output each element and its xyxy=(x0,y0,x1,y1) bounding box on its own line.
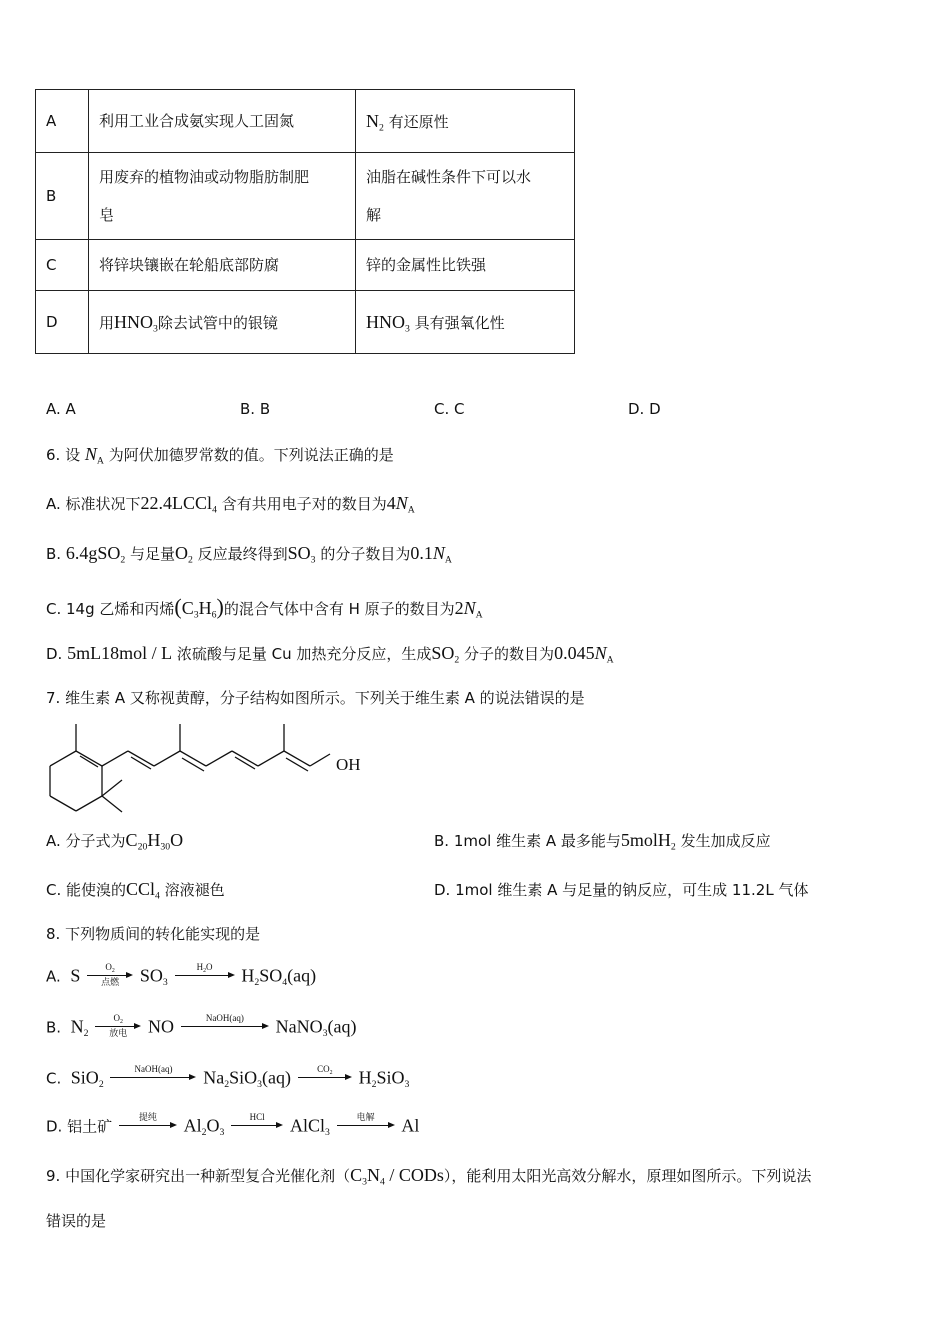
table-row xyxy=(36,291,575,354)
table-row xyxy=(36,90,575,153)
q6-stem: 6. 设 $N_A$ 为阿伏加德罗常数的值。下列说法正确的是 xyxy=(46,444,394,467)
row-reason: $N_2$ 有还原性 xyxy=(356,90,575,153)
q8-option-b[interactable]: B. $N_2$ $O_2$ 放电 NO NaOH(aq) NaNO$_3$(aq) xyxy=(46,1013,357,1039)
row-key: A xyxy=(36,90,89,153)
options-table xyxy=(35,89,575,354)
q8-option-c[interactable]: C. SiO$_2$ NaOH(aq) $Na_2SiO_3(aq)$ $CO_2$ $H_2SiO_3$ xyxy=(46,1064,410,1090)
reaction-arrow: $CO_2$ xyxy=(298,1064,352,1090)
q5-answer-a[interactable]: A. A xyxy=(46,400,76,418)
reaction-arrow: $H_2O$ xyxy=(175,962,235,988)
q7-option-b[interactable]: B. 1mol 维生素 A 最多能与5molH$_2$ 发生加成反应 xyxy=(434,830,771,853)
q7-option-a[interactable]: A. 分子式为$C_{20}H_{30}O$ xyxy=(46,830,184,853)
q6-option-b[interactable]: B. 6.4gSO$_2$ 与足量$O_2$ 反应最终得到$SO_3$ 的分子数目为$0.1N_A$ xyxy=(46,543,452,566)
q9-stem: 9. 中国化学家研究出一种新型复合光催化剂（$C_3N_4$ / CODs），能利用太阳光高效分解水，原理如图所示。下列说法 xyxy=(46,1165,812,1188)
q5-answer-b[interactable]: B. B xyxy=(240,400,271,418)
reaction-arrow: $O_2$ 点燃 xyxy=(87,962,133,988)
reaction-arrow: NaOH(aq) xyxy=(110,1064,196,1090)
row-practice: 用废弃的植物油或动物脂肪制肥 皂 xyxy=(89,153,356,240)
q6-option-d[interactable]: D. 5mL18mol / L 浓硫酸与足量 Cu 加热充分反应，生成$SO_2$ 分子的数目为$0.045N_A$ xyxy=(46,643,614,666)
q7-option-c[interactable]: C. 能使溴的CCl$_4$ 溶液褪色 xyxy=(46,879,225,902)
q5-answer-c[interactable]: C. C xyxy=(434,400,465,418)
q8-option-d[interactable]: D. 铝土矿 提纯 $Al_2O_3$ HCl AlCl$_3$ 电解 Al xyxy=(46,1112,420,1138)
q9-stem-line2: 错误的是 xyxy=(46,1212,107,1230)
q6-option-c[interactable]: C. 14g 乙烯和丙烯$(C_3H_6)$的混合气体中含有 H 原子的数目为$2N_A$ xyxy=(46,594,483,621)
table-row xyxy=(36,240,575,291)
q8-stem: 8. 下列物质间的转化能实现的是 xyxy=(46,925,261,943)
vitamin-a-structure xyxy=(40,718,370,828)
q8-option-a[interactable]: A. S $O_2$ 点燃 $SO_3$ $H_2O$ $H_2SO_4(aq)$ xyxy=(46,962,317,988)
reaction-arrow: 提纯 xyxy=(119,1112,177,1138)
row-reason: $HNO_3$ 具有强氧化性 xyxy=(356,291,575,354)
reaction-arrow: NaOH(aq) xyxy=(181,1013,269,1039)
row-practice: 利用工业合成氨实现人工固氮 xyxy=(89,90,356,153)
row-practice: 用$HNO_3$除去试管中的银镜 xyxy=(89,291,356,354)
reaction-arrow: $O_2$ 放电 xyxy=(95,1013,141,1039)
row-key: D xyxy=(36,291,89,354)
reaction-arrow: 电解 xyxy=(337,1112,395,1138)
q7-stem: 7. 维生素 A 又称视黄醇，分子结构如图所示。下列关于维生素 A 的说法错误的是 xyxy=(46,689,585,707)
row-key: B xyxy=(36,153,89,240)
row-practice: 将锌块镶嵌在轮船底部防腐 xyxy=(89,240,356,291)
row-key: C xyxy=(36,240,89,291)
q6-option-a[interactable]: A. 标准状况下22.4LCCl$_4$ 含有共用电子对的数目为$4N_A$ xyxy=(46,493,415,516)
row-reason: 锌的金属性比铁强 xyxy=(356,240,575,291)
reaction-arrow: HCl xyxy=(231,1112,283,1138)
row-reason: 油脂在碱性条件下可以水 解 xyxy=(356,153,575,240)
oh-label: OH xyxy=(336,755,361,774)
q7-option-d[interactable]: D. 1mol 维生素 A 与足量的钠反应，可生成 11.2L 气体 xyxy=(434,881,809,899)
q5-answer-d[interactable]: D. D xyxy=(628,400,661,418)
table-row xyxy=(36,153,575,240)
